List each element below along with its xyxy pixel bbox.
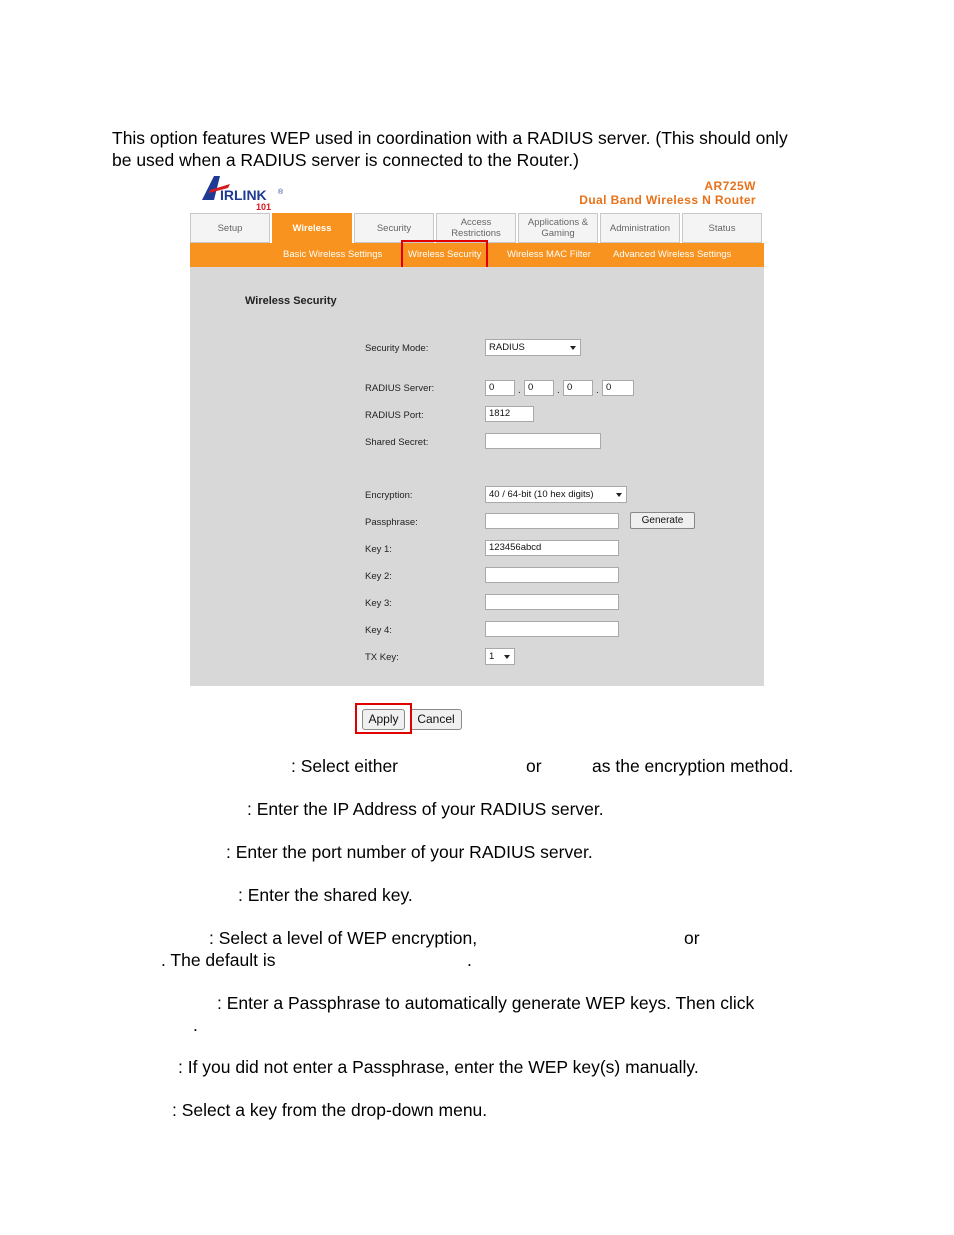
chevron-down-icon [570, 346, 576, 350]
tab-administration[interactable]: Administration [600, 213, 680, 243]
key2-label: Key 2: [365, 571, 392, 582]
radius-ip-octet-4[interactable]: 0 [602, 380, 634, 396]
settings-panel [190, 267, 764, 686]
subnav-advanced-wireless[interactable]: Advanced Wireless Settings [613, 249, 732, 260]
radius-ip-octet-2[interactable]: 0 [524, 380, 554, 396]
subnav-wireless-mac-filter[interactable]: Wireless MAC Filter [507, 249, 591, 260]
key1-input[interactable]: 123456abcd [485, 540, 619, 556]
encryption-label: Encryption: [365, 490, 413, 501]
key1-label: Key 1: [365, 544, 392, 555]
security-mode-select[interactable] [485, 339, 581, 356]
desc-encryption-c: . The default is [161, 950, 276, 970]
tab-setup[interactable]: Setup [190, 213, 270, 243]
radius-ip-octet-1[interactable]: 0 [485, 380, 515, 396]
highlight-apply [355, 703, 412, 734]
desc-radius-server: : Enter the IP Address of your RADIUS server. [247, 799, 604, 819]
shared-secret-input[interactable] [485, 433, 601, 449]
tx-key-label: TX Key: [365, 652, 399, 663]
svg-text:IRLINK: IRLINK [220, 187, 267, 203]
generate-button[interactable]: Generate [630, 512, 695, 529]
tab-status[interactable]: Status [682, 213, 762, 243]
key3-input[interactable] [485, 594, 619, 610]
desc-keys: : If you did not enter a Passphrase, enter the WEP key(s) manually. [178, 1057, 699, 1077]
intro-paragraph [112, 127, 852, 171]
cancel-button[interactable]: Cancel [410, 709, 462, 730]
tab-applications-gaming[interactable]: Applications & Gaming [518, 213, 598, 243]
tab-wireless[interactable]: Wireless [272, 213, 352, 243]
radius-port-label: RADIUS Port: [365, 410, 424, 421]
panel-title: Wireless Security [245, 295, 337, 307]
svg-text:101: 101 [256, 202, 272, 212]
key4-label: Key 4: [365, 625, 392, 636]
tab-security[interactable]: Security [354, 213, 434, 243]
svg-text:®: ® [278, 189, 284, 196]
apply-button[interactable]: Apply [362, 709, 405, 730]
passphrase-input[interactable] [485, 513, 619, 529]
key3-label: Key 3: [365, 598, 392, 609]
passphrase-label: Passphrase: [365, 517, 418, 528]
subnav-basic-wireless[interactable]: Basic Wireless Settings [283, 249, 383, 260]
ip-separator: . [557, 385, 560, 396]
highlight-wireless-security [401, 240, 488, 270]
desc-encryption-b: or [684, 928, 700, 948]
router-model: AR725W [704, 179, 756, 193]
key2-input[interactable] [485, 567, 619, 583]
desc-shared-secret: : Enter the shared key. [238, 885, 413, 905]
tx-key-value: 1 [489, 651, 495, 662]
encryption-select[interactable] [485, 486, 627, 503]
shared-secret-label: Shared Secret: [365, 437, 429, 448]
main-tabs [190, 213, 764, 243]
desc-encryption-d: . [467, 950, 472, 970]
security-mode-value: RADIUS [489, 342, 525, 353]
router-screenshot [190, 172, 764, 686]
security-mode-label: Security Mode: [365, 343, 429, 354]
desc-security-mode-a: : Select either [291, 756, 398, 776]
desc-tx-key: : Select a key from the drop-down menu. [172, 1100, 488, 1120]
tx-key-select[interactable] [485, 648, 515, 665]
desc-radius-port: : Enter the port number of your RADIUS server. [226, 842, 593, 862]
radius-port-input[interactable]: 1812 [485, 406, 534, 422]
radius-ip-octet-3[interactable]: 0 [563, 380, 593, 396]
intro-line-2: be used when a RADIUS server is connected to the Router.) [112, 150, 579, 170]
chevron-down-icon [616, 493, 622, 497]
desc-security-mode-c: as the encryption method. [592, 756, 794, 776]
encryption-value: 40 / 64-bit (10 hex digits) [489, 489, 594, 500]
key4-input[interactable] [485, 621, 619, 637]
airlink-logo [200, 172, 300, 214]
ip-separator: . [518, 385, 521, 396]
intro-line-1: This option features WEP used in coordination with a RADIUS server. (This should only [112, 128, 788, 148]
ip-separator: . [596, 385, 599, 396]
desc-passphrase-b: . [193, 1015, 198, 1035]
subnav-wireless-security[interactable]: Wireless Security [408, 249, 482, 260]
router-product-name: Dual Band Wireless N Router [579, 193, 756, 207]
desc-passphrase-a: : Enter a Passphrase to automatically generate WEP keys. Then click [217, 993, 755, 1013]
chevron-down-icon [504, 655, 510, 659]
tab-access-restrictions[interactable]: Access Restrictions [436, 213, 516, 243]
desc-encryption-a: : Select a level of WEP encryption, [209, 928, 478, 948]
desc-security-mode-b: or [526, 756, 542, 776]
radius-server-label: RADIUS Server: [365, 383, 435, 394]
